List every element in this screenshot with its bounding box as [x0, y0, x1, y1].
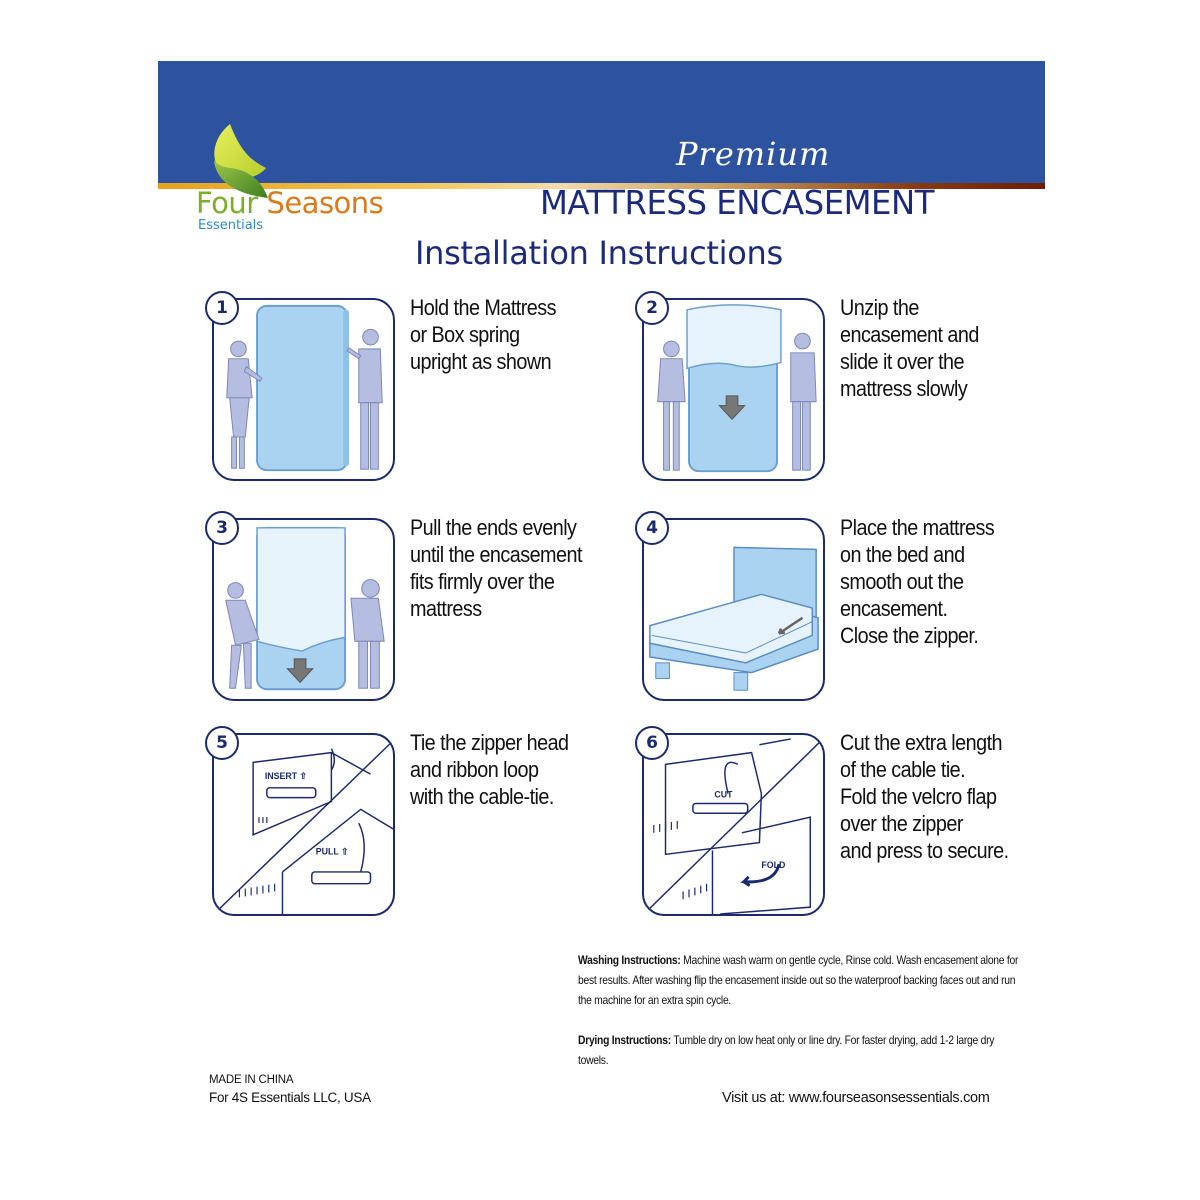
step-3-text: Pull the ends evenly until the encasement fits firmly over the mattress	[410, 515, 582, 621]
step-5-text: Tie the zipper head and ribbon loop with the cable-tie.	[410, 730, 569, 809]
step-number-badge: 3	[205, 511, 239, 545]
step-3-illustration	[212, 518, 395, 701]
brand-word-four: Four	[196, 186, 258, 220]
step-number-badge: 2	[635, 291, 669, 325]
product-title: MATTRESS ENCASEMENT	[540, 183, 934, 222]
cut-and-fold-icon	[644, 735, 823, 914]
sliding-encasement-icon	[644, 300, 823, 479]
step-5	[200, 725, 600, 925]
drying-text: Tumble dry on low heat only or line dry. For faster drying, add 1-2 large dry towels.	[578, 1033, 995, 1067]
washing-text: Machine wash warm on gentle cycle, Rinse cold. Wash encasement alone for best results. After washing flip the encasement inside out so the waterproof backing faces out and run the machine for an extra spin cycle.	[578, 953, 1019, 1007]
step-4-text: Place the mattress on the bed and smooth out the encasement. Close the zipper.	[840, 515, 995, 648]
step-1	[200, 290, 600, 490]
step-2-illustration	[642, 298, 825, 481]
step-number-badge: 4	[635, 511, 669, 545]
pull-label: PULL ⇧	[315, 846, 349, 857]
insert-label: INSERT ⇧	[264, 771, 307, 782]
step-6-illustration	[642, 733, 825, 916]
step-4	[630, 510, 1030, 710]
cut-label: CUT	[714, 789, 733, 800]
brand-name	[196, 186, 383, 220]
step-6	[630, 725, 1030, 925]
step-number-badge: 6	[635, 726, 669, 760]
drying-instructions	[578, 1030, 1018, 1070]
page-title: Installation Instructions	[415, 234, 783, 272]
fold-label: FOLD	[761, 860, 786, 871]
website-link[interactable]: Visit us at: www.fourseasonsessentials.com	[722, 1090, 990, 1106]
washing-instructions	[578, 950, 1018, 1010]
step-1-illustration	[212, 298, 395, 481]
cable-tie-zipper-icon	[214, 735, 393, 914]
step-3	[200, 510, 600, 710]
step-4-illustration	[642, 518, 825, 701]
brand-tagline: Essentials	[198, 218, 264, 233]
step-number-badge: 1	[205, 291, 239, 325]
header-band	[158, 61, 1045, 183]
two-people-holding-mattress-icon	[214, 300, 393, 479]
made-in-label: MADE IN CHINA	[209, 1074, 294, 1086]
premium-label: Premium	[676, 135, 831, 173]
step-2	[630, 290, 1030, 490]
mattress-on-bed-icon	[644, 520, 823, 699]
step-number-badge: 5	[205, 726, 239, 760]
pulling-encasement-icon	[214, 520, 393, 699]
step-2-text: Unzip the encasement and slide it over the mattress slowly	[840, 295, 979, 401]
brand-word-seasons: Seasons	[266, 186, 384, 220]
washing-label: Washing Instructions:	[578, 953, 681, 967]
step-6-text: Cut the extra length of the cable tie. Fold the velcro flap over the zipper and press to secure.	[840, 730, 1009, 863]
step-1-text: Hold the Mattress or Box spring upright as shown	[410, 295, 556, 374]
company-label: For 4S Essentials LLC, USA	[209, 1090, 371, 1105]
drying-label: Drying Instructions:	[578, 1033, 671, 1047]
step-5-illustration	[212, 733, 395, 916]
